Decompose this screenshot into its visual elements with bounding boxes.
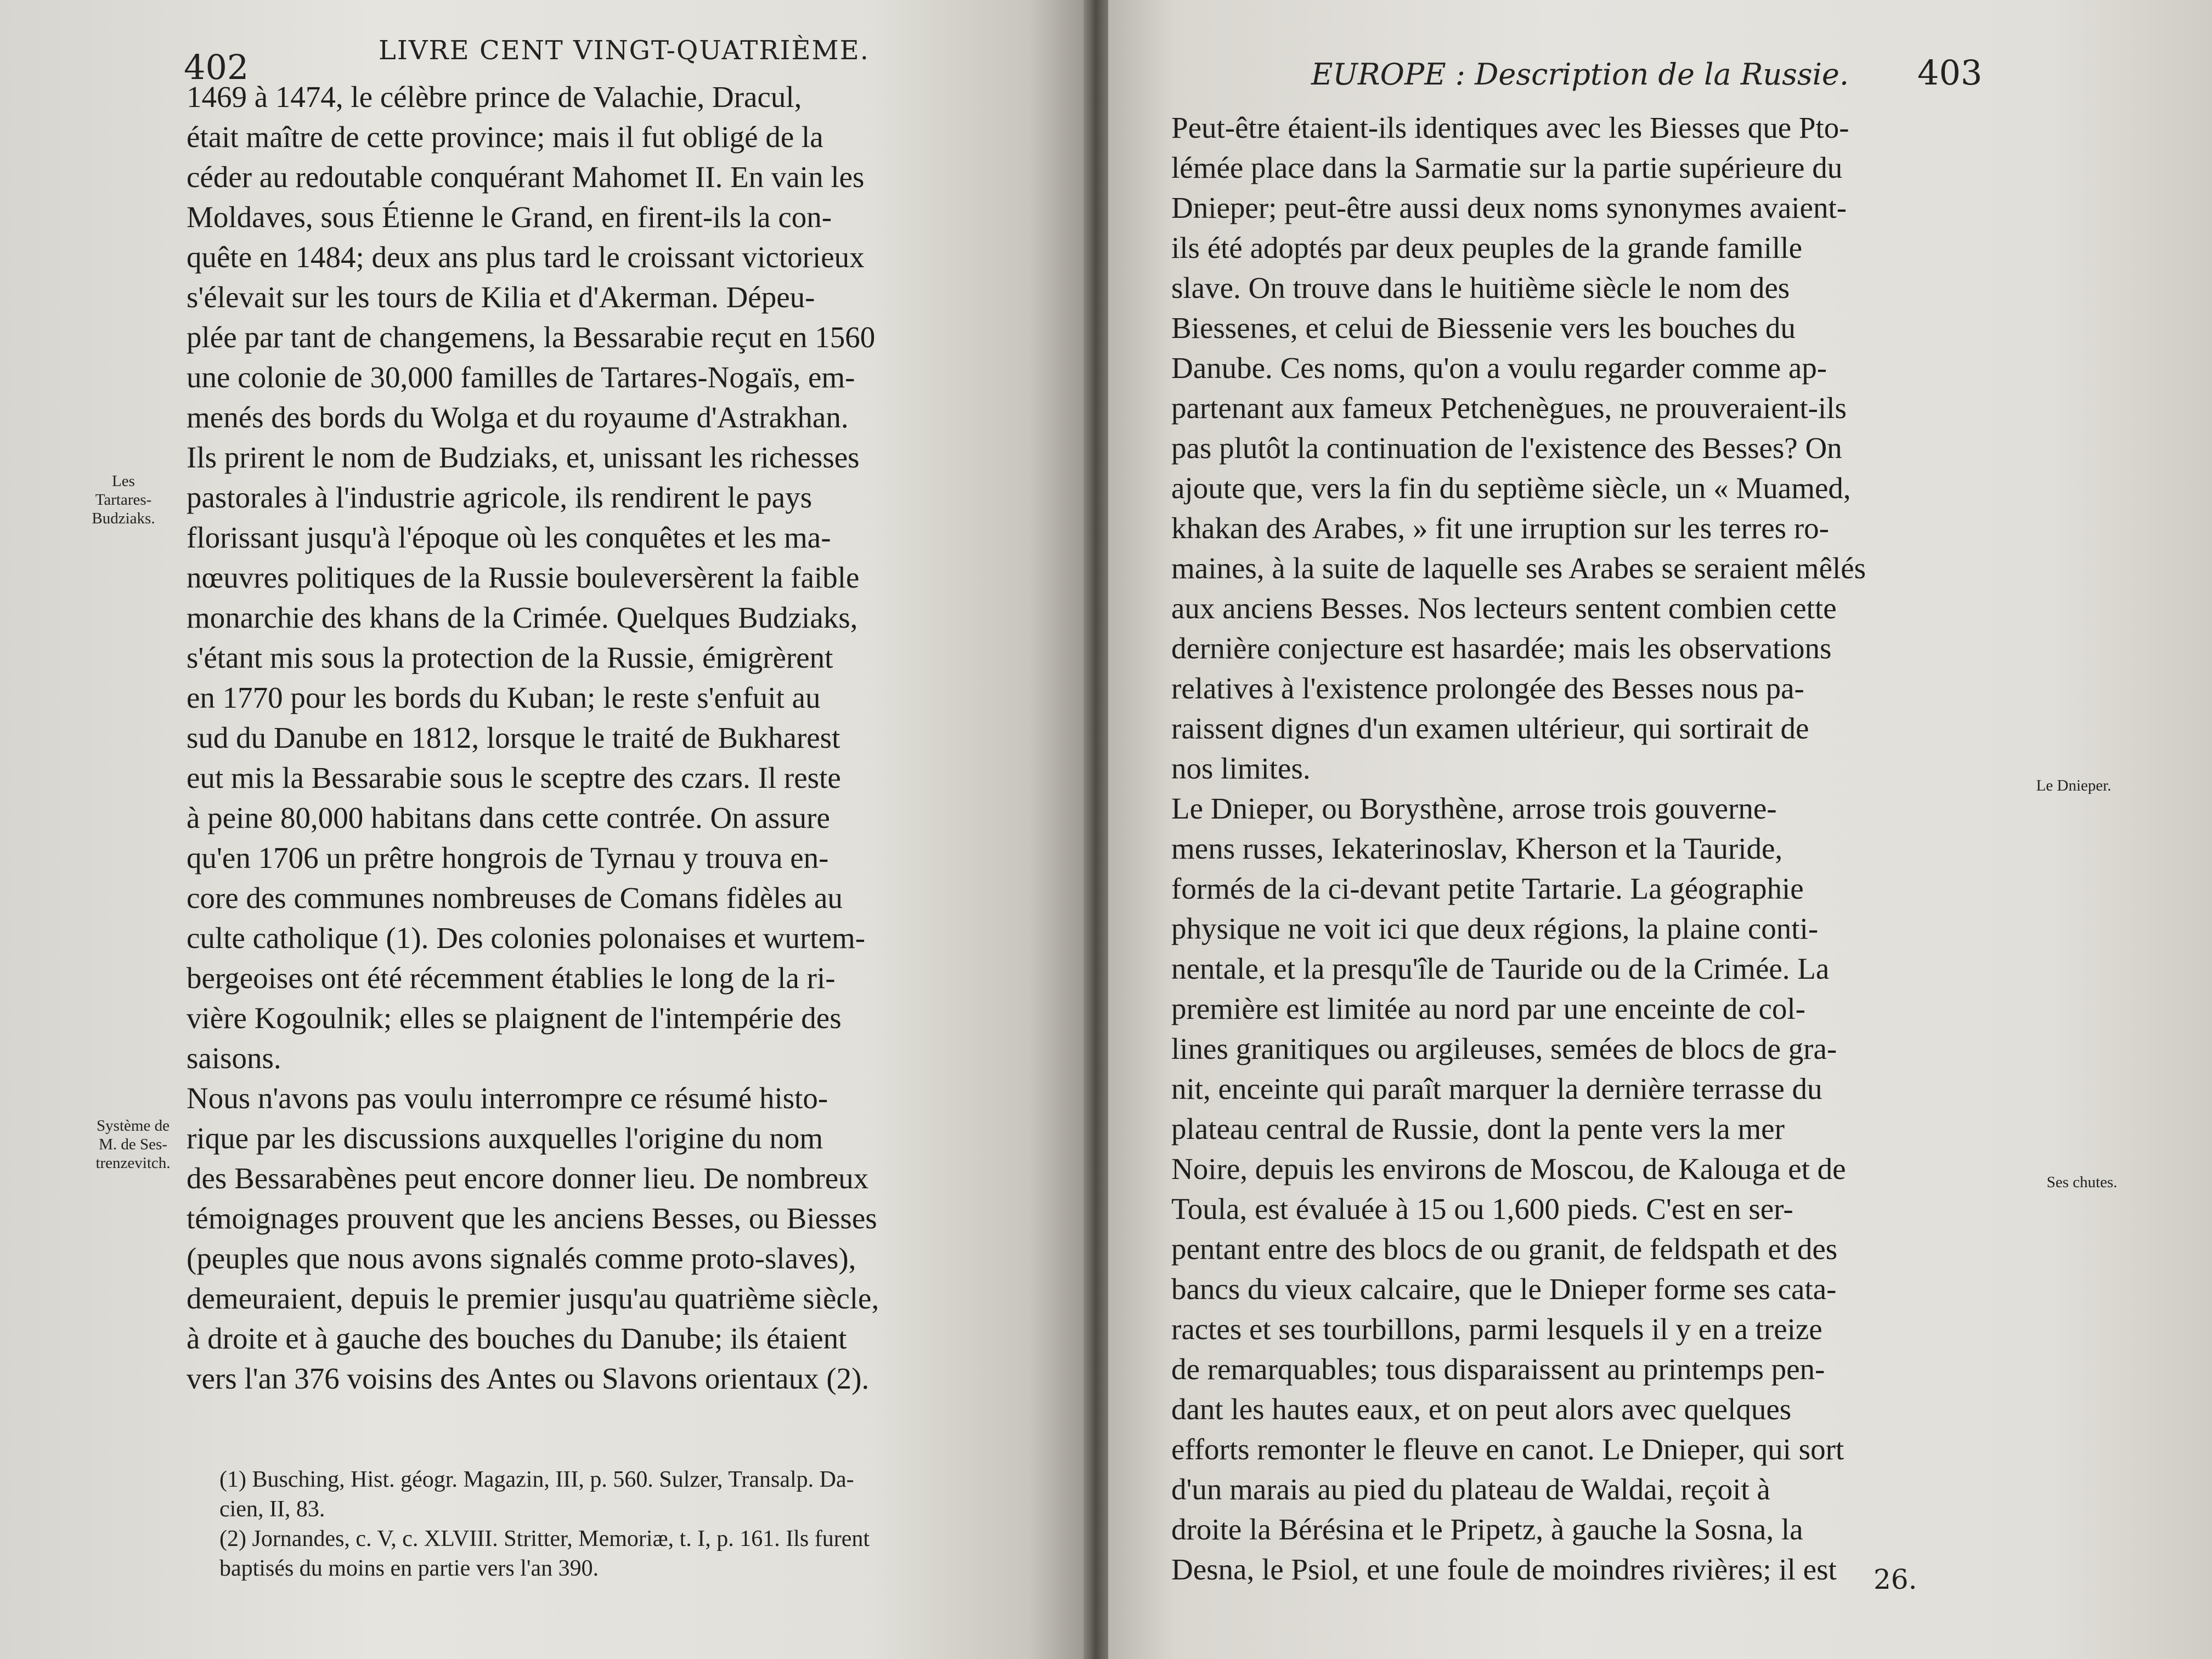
text-line: lines granitiques ou argileuses, semées de blocs de gra- bbox=[1171, 1032, 1837, 1065]
right-running-head: EUROPE : Description de la Russie. bbox=[1311, 57, 1849, 92]
text-line: slave. On trouve dans le huitième siècle le nom des bbox=[1171, 271, 1790, 304]
text-line: culte catholique (1). Des colonies polonaises et wurtem- bbox=[187, 921, 866, 955]
text-line: Toula, est évaluée à 15 ou 1,600 pieds. C'est en ser- bbox=[1171, 1192, 1793, 1226]
text-line: maines, à la suite de laquelle ses Arabes se seraient mêlés bbox=[1171, 551, 1866, 585]
text-line: eut mis la Bessarabie sous le sceptre des czars. Il reste bbox=[187, 761, 841, 794]
text-line: vers l'an 376 voisins des Antes ou Slavons orientaux (2). bbox=[187, 1362, 870, 1395]
text-line: dant les hautes eaux, et on peut alors avec quelques bbox=[1171, 1392, 1792, 1426]
text-line: céder au redoutable conquérant Mahomet II. En vain les bbox=[187, 160, 865, 194]
text-line: sud du Danube en 1812, lorsque le traité de Bukharest bbox=[187, 721, 840, 754]
text-line: monarchie des khans de la Crimée. Quelques Budziaks, bbox=[187, 601, 858, 634]
text-line: physique ne voit ici que deux régions, la plaine conti- bbox=[1171, 912, 1819, 945]
left-running-head: LIVRE CENT VINGT-QUATRIÈME. bbox=[379, 35, 870, 66]
footnote-line: baptisés du moins en partie vers l'an 390. bbox=[219, 1556, 599, 1581]
text-line: efforts remonter le fleuve en canot. Le Dnieper, qui sort bbox=[1171, 1432, 1844, 1466]
text-line: Ils prirent le nom de Budziaks, et, unissant les richesses bbox=[187, 441, 860, 474]
right-page bbox=[1108, 0, 2212, 1659]
text-line: droite la Bérésina et le Pripetz, à gauche la Sosna, la bbox=[1171, 1513, 1803, 1546]
text-line: s'élevait sur les tours de Kilia et d'Akerman. Dépeu- bbox=[187, 280, 815, 314]
text-line: témoignages prouvent que les anciens Besses, ou Biesses bbox=[187, 1201, 877, 1235]
text-line: florissant jusqu'à l'époque où les conquêtes et les ma- bbox=[187, 521, 831, 554]
text-line: plée par tant de changemens, la Bessarabie reçut en 1560 bbox=[187, 320, 876, 354]
text-line: pastorales à l'industrie agricole, ils rendirent le pays bbox=[187, 481, 812, 514]
text-line: lémée place dans la Sarmatie sur la partie supérieure du bbox=[1171, 151, 1843, 184]
margin-note-ses-chutes: Ses chutes. bbox=[2046, 1173, 2118, 1191]
text-line: qu'en 1706 un prêtre hongrois de Tyrnau y trouva en- bbox=[187, 841, 829, 874]
text-line: aux anciens Besses. Nos lecteurs sentent combien cette bbox=[1171, 591, 1837, 625]
text-line: en 1770 pour les bords du Kuban; le reste s'enfuit au bbox=[187, 681, 821, 714]
text-line: s'étant mis sous la protection de la Russie, émigrèrent bbox=[187, 641, 833, 674]
margin-note-le-dnieper: Le Dnieper. bbox=[2036, 777, 2112, 794]
text-line: nœuvres politiques de la Russie bouleversèrent la faible bbox=[187, 561, 860, 594]
text-line: (peuples que nous avons signalés comme proto-slaves), bbox=[187, 1242, 856, 1275]
text-line: formés de la ci-devant petite Tartarie. La géographie bbox=[1171, 872, 1804, 905]
text-line: ils été adoptés par deux peuples de la grande famille bbox=[1171, 231, 1802, 264]
text-line: demeuraient, depuis le premier jusqu'au quatrième siècle, bbox=[187, 1282, 879, 1315]
text-line: Le Dnieper, ou Borysthène, arrose trois gouverne- bbox=[1171, 792, 1777, 825]
text-line: core des communes nombreuses de Comans fidèles au bbox=[187, 881, 843, 915]
text-line: pas plutôt la continuation de l'existence des Besses? On bbox=[1171, 431, 1842, 465]
text-line: relatives à l'existence prolongée des Besses nous pa- bbox=[1171, 672, 1804, 705]
left-page bbox=[0, 0, 1084, 1659]
left-page-number: 402 bbox=[184, 47, 249, 87]
text-line: Nous n'avons pas voulu interrompre ce résumé histo- bbox=[187, 1081, 828, 1115]
text-line: menés des bords du Wolga et du royaume d'Astrakhan. bbox=[187, 400, 849, 434]
text-line: à peine 80,000 habitans dans cette contrée. On assure bbox=[187, 801, 830, 834]
text-line: Dnieper; peut-être aussi deux noms synonymes avaient- bbox=[1171, 191, 1847, 224]
text-line: pentant entre des blocs de ou granit, de feldspath et des bbox=[1171, 1232, 1838, 1266]
left-body-text bbox=[187, 77, 1009, 1398]
signature-mark: 26. bbox=[1874, 1564, 1917, 1595]
text-line: Peut-être étaient-ils identiques avec les Biesses que Pto- bbox=[1171, 111, 1849, 144]
text-line: des Bessarabènes peut encore donner lieu. De nombreux bbox=[187, 1161, 869, 1195]
text-line: raissent dignes d'un examen ultérieur, qui sortirait de bbox=[1171, 712, 1809, 745]
footnote-line: (2) Jornandes, c. V, c. XLVIII. Stritter, Memoriæ, t. I, p. 161. Ils furent bbox=[219, 1526, 870, 1551]
text-line: partenant aux fameux Petchenègues, ne prouveraient-ils bbox=[1171, 391, 1847, 425]
text-line: bergeoises ont été récemment établies le long de la ri- bbox=[187, 961, 836, 995]
text-line: d'un marais au pied du plateau de Waldai, reçoit à bbox=[1171, 1472, 1770, 1506]
text-line: à droite et à gauche des bouches du Danube; ils étaient bbox=[187, 1322, 847, 1355]
text-line: dernière conjecture est hasardée; mais les observations bbox=[1171, 631, 1832, 665]
text-line: 1469 à 1474, le célèbre prince de Valachie, Dracul, bbox=[187, 80, 802, 114]
footnote-line: (1) Busching, Hist. géogr. Magazin, III, p. 560. Sulzer, Transalp. Da- bbox=[219, 1467, 854, 1492]
text-line: Danube. Ces noms, qu'on a voulu regarder comme ap- bbox=[1171, 351, 1827, 385]
footnote-line: cien, II, 83. bbox=[219, 1497, 325, 1522]
text-line: Moldaves, sous Étienne le Grand, en firent-ils la con- bbox=[187, 200, 832, 234]
text-line: vière Kogoulnik; elles se plaignent de l'intempérie des bbox=[187, 1001, 842, 1035]
text-line: Desna, le Psiol, et une foule de moindres rivières; il est bbox=[1171, 1553, 1837, 1586]
left-footnotes bbox=[219, 1465, 1053, 1583]
text-line: nos limites. bbox=[1171, 752, 1311, 785]
book-gutter bbox=[1084, 0, 1108, 1659]
text-line: première est limitée au nord par une enceinte de col- bbox=[1171, 992, 1805, 1025]
text-line: Biessenes, et celui de Biessenie vers les bouches du bbox=[1171, 311, 1796, 345]
text-line: ajoute que, vers la fin du septième siècle, un « Muamed, bbox=[1171, 471, 1851, 505]
right-page-number: 403 bbox=[1917, 53, 1983, 93]
text-line: de remarquables; tous disparaissent au printemps pen- bbox=[1171, 1352, 1825, 1386]
text-line: quête en 1484; deux ans plus tard le croissant victorieux bbox=[187, 240, 865, 274]
text-line: était maître de cette province; mais il fut obligé de la bbox=[187, 120, 823, 154]
text-line: khakan des Arabes, » fit une irruption sur les terres ro- bbox=[1171, 511, 1829, 545]
text-line: nit, enceinte qui paraît marquer la dernière terrasse du bbox=[1171, 1072, 1822, 1105]
text-line: saisons. bbox=[187, 1041, 281, 1075]
margin-note-tartares-budziaks: Les Tartares- Budziaks. bbox=[92, 472, 155, 527]
text-line: ractes et ses tourbillons, parmi lesquels il y en a treize bbox=[1171, 1312, 1822, 1346]
margin-note-systeme-sestrenzevitch: Système de M. de Ses- trenzevitch. bbox=[95, 1117, 171, 1172]
text-line: rique par les discussions auxquelles l'origine du nom bbox=[187, 1121, 823, 1155]
text-line: plateau central de Russie, dont la pente vers la mer bbox=[1171, 1112, 1785, 1146]
text-line: nentale, et la presqu'île de Tauride ou de la Crimée. La bbox=[1171, 952, 1830, 985]
text-line: mens russes, Iekaterinoslav, Kherson et la Tauride, bbox=[1171, 832, 1783, 865]
text-line: Noire, depuis les environs de Moscou, de Kalouga et de bbox=[1171, 1152, 1846, 1186]
text-line: une colonie de 30,000 familles de Tartares-Nogaïs, em- bbox=[187, 360, 855, 394]
right-body-text bbox=[1171, 108, 2038, 1589]
text-line: bancs du vieux calcaire, que le Dnieper forme ses cata- bbox=[1171, 1272, 1837, 1306]
